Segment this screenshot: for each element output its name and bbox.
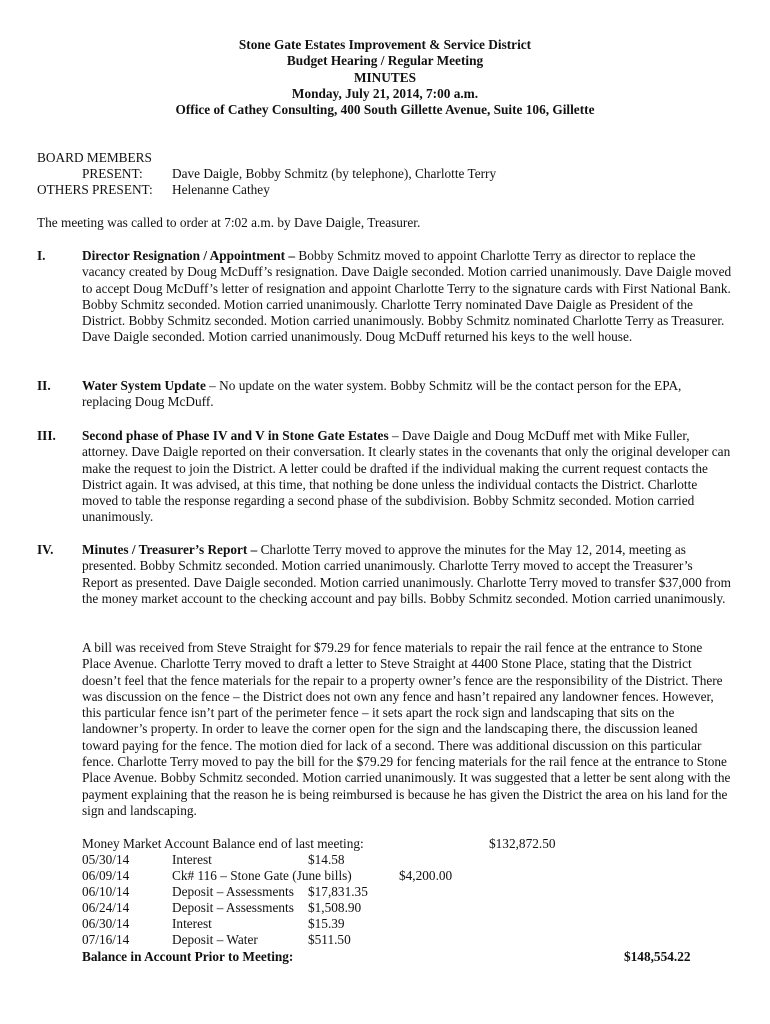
others-present-value: Helenanne Cathey [172, 182, 270, 197]
ledger-date: 05/30/14 [82, 852, 130, 867]
ledger-credit: $1,508.90 [308, 900, 362, 915]
ledger-row [82, 900, 722, 916]
document-header [0, 37, 770, 118]
meeting-date: Monday, July 21, 2014, 7:00 a.m. [291, 85, 479, 101]
section-text: Charlotte Terry moved to approve the minutes for the May 12, 2014, meeting as presented. Bobby Schmitz seconded. Motion carried unanimously. Charlotte Terry moved to accept the Treasurer’s Report as presented. Dave Daigle seconded. Motion carried unanimously. Charlotte Terry moved to transfer $37,000 from the money market account to the checking account and pay bills. Bobby Schmitz seconded. Motion carried unanimously. [82, 542, 731, 606]
ledger-opening-row [82, 836, 722, 852]
ledger-description: Deposit – Assessments [172, 900, 294, 915]
section-body [82, 542, 732, 607]
ledger-row [82, 916, 722, 932]
section-text: Bobby Schmitz moved to appoint Charlotte Terry as director to replace the vacancy created by Doug McDuff’s resignation. Dave Daigle seconded. Motion carried unanimously. Dave Daigle moved to accept Doug McDuff’s letter of resignation and appoint Charlotte Terry to the signature cards with First National Bank. Bobby Schmitz seconded. Motion carried unanimously. Charlotte Terry nominated Dave Daigle as President of the District. Bobby Schmitz seconded. Motion carried unanimously. Bobby Schmitz nominated Charlotte Terry as Treasurer. Dave Daigle seconded. Motion carried unanimously. Doug McDuff returned his keys to the well house. [82, 248, 732, 345]
section-body-paragraph-2 [82, 640, 732, 819]
ledger-balance-row [82, 949, 722, 965]
ledger-credit: $14.58 [308, 852, 345, 867]
ledger-date: 06/24/14 [82, 900, 130, 915]
ledger-row [82, 884, 722, 900]
ledger-date: 06/10/14 [82, 884, 130, 899]
present-value: Dave Daigle, Bobby Schmitz (by telephone), Charlotte Terry [172, 166, 497, 181]
section-body [82, 378, 732, 411]
district-name: Stone Gate Estates Improvement & Service District [238, 37, 532, 52]
ledger-credit: $511.50 [308, 932, 351, 947]
opening-balance-value: $132,872.50 [489, 836, 556, 851]
ledger-description: Ck# 116 – Stone Gate (June bills) [172, 868, 352, 883]
balance-value: $148,554.22 [624, 949, 691, 964]
ledger-date: 07/16/14 [82, 932, 130, 947]
ledger-debit: $4,200.00 [399, 868, 453, 883]
ledger-row [82, 868, 722, 884]
section-body [82, 428, 732, 526]
section-number: I. [37, 248, 46, 263]
section-text: A bill was received from Steve Straight for $79.29 for fence materials to repair the rail fence at the entrance to Stone Place Avenue. Charlotte Terry moved to draft a letter to Steve Straight at 4400 Stone Place, stating that the District doesn’t feel that the fence materials for the repair to a property owner’s fence are the responsibility of the District. There was discussion on the fence – the District does not own any fence and hasn’t repaired any landowner fences. However, this particular fence isn’t part of the perimeter fence – it sets apart the rock sign and landscaping that sits on the landowner’s property. In order to leave the corner open for the sign and the landscaping there, the discussion leaned toward paying for the fence. The motion died for lack of a second. There was additional discussion on this particular fence. Charlotte Terry moved to pay the bill for the $79.29 for fencing materials for the rail fence at the entrance to Stone Place Avenue. Bobby Schmitz seconded. Motion carried unanimously. It was suggested that a letter be sent along with the payment explaining that the reason he is being reimbursed is because he has given the District the area on his land for the sign and landscaping. [82, 640, 731, 818]
ledger-date: 06/30/14 [82, 916, 130, 931]
section-text: – No update on the water system. Bobby Schmitz will be the contact person for the EPA, replacing Doug McDuff. [82, 378, 682, 410]
ledger-row [82, 932, 722, 948]
opening-balance-label: Money Market Account Balance end of last meeting: [82, 836, 364, 851]
section-heading: Second phase of Phase IV and V in Stone Gate Estates [82, 428, 389, 443]
section-body [82, 248, 732, 346]
ledger-description: Deposit – Water [172, 932, 258, 947]
section-number: IV. [37, 542, 54, 557]
ledger-credit: $15.39 [308, 916, 345, 931]
document-title: MINUTES [353, 69, 417, 85]
meeting-type: Budget Hearing / Regular Meeting [286, 53, 484, 69]
call-to-order: The meeting was called to order at 7:02 a.m. by Dave Daigle, Treasurer. [37, 215, 421, 230]
ledger-date: 06/09/14 [82, 868, 130, 883]
section-heading: Minutes / Treasurer’s Report – [82, 542, 258, 557]
ledger-description: Deposit – Assessments [172, 884, 294, 899]
ledger-description: Interest [172, 916, 212, 931]
meeting-location: Office of Cathey Consulting, 400 South Gillette Avenue, Suite 106, Gillette [175, 102, 595, 118]
section-number: III. [37, 428, 56, 443]
section-heading: Water System Update [82, 378, 206, 393]
section-number: II. [37, 378, 51, 393]
board-members-label: BOARD MEMBERS [37, 150, 152, 165]
balance-label: Balance in Account Prior to Meeting: [82, 949, 294, 964]
ledger-credit: $17,831.35 [308, 884, 368, 899]
present-label: PRESENT: [82, 166, 143, 181]
ledger-description: Interest [172, 852, 212, 867]
section-heading: Director Resignation / Appointment – [82, 248, 295, 263]
ledger-row [82, 852, 722, 868]
others-present-label: OTHERS PRESENT: [37, 182, 153, 197]
section-text: – Dave Daigle and Doug McDuff met with Mike Fuller, attorney. Dave Daigle reported on their conversation. It clearly states in the covenants that only the original developer can make the request to join the District. A letter could be drafted if the individual making the current request contacts the District again. It was advised, at this time, that nothing be done unless the individual contacts the District. Charlotte moved to table the response regarding a second phase of the subdivision. Bobby Schmitz seconded. Motion carried unanimously. [82, 428, 731, 525]
